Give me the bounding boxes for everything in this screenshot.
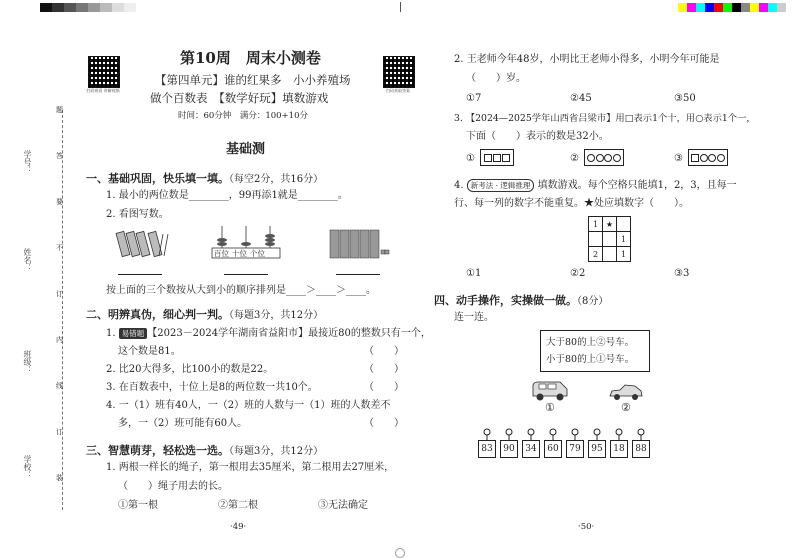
question-3-4-text: 填数游戏。每个空格只能填1，2，3，且每一	[537, 180, 737, 191]
exam-meta: 时间：60分钟 满分：100+10分	[178, 111, 308, 121]
hanger-icon	[502, 428, 516, 440]
number-grid	[588, 216, 631, 262]
question-2-2: 2. 比20大得多，比100小的数是22。	[106, 364, 274, 375]
page-number-left: ·49·	[230, 522, 247, 532]
binding-chars	[56, 105, 63, 483]
number-card: 83	[478, 440, 496, 458]
option[interactable]: ②2	[570, 268, 586, 279]
binding-label: 姓名：	[23, 248, 32, 272]
rule-line: 小于80的上①号车。	[546, 354, 635, 365]
number-card: 90	[500, 440, 518, 458]
hanger-icon	[480, 428, 494, 440]
qr-left-label: 扫码观看 讲解视频	[86, 88, 120, 93]
color-strip	[678, 3, 786, 12]
page-number-right: ·50·	[578, 522, 595, 532]
grid-cell: 1	[617, 247, 631, 262]
option[interactable]: ③	[674, 153, 683, 164]
registration-mark-icon	[395, 548, 405, 558]
section-4-heading: 四、动手操作，实操做一做。	[434, 294, 577, 307]
option[interactable]: ①1	[466, 268, 482, 279]
binding-label: 学校：	[23, 455, 32, 479]
number-card: 34	[522, 440, 540, 458]
question-3-2: 2. 王老师今年48岁，小明比王老师小得多，小明今年可能是	[454, 54, 720, 65]
hanging-number[interactable]	[610, 428, 628, 458]
section-2-note: （每题3分，共12分）	[229, 310, 324, 321]
grid-cell: ★	[603, 217, 617, 232]
binding-char: 要	[56, 198, 63, 206]
question-3-1: 1. 两根一样长的绳子，第一根用去35厘米，第二根用去27厘米，	[106, 462, 395, 473]
section-1-title	[86, 170, 323, 186]
number-card: 60	[544, 440, 562, 458]
grid-cell	[589, 232, 603, 247]
error-prone-badge: 易错题	[119, 328, 148, 339]
hanger-icon	[612, 428, 626, 440]
hanger-icon	[590, 428, 604, 440]
hanging-number[interactable]	[588, 428, 606, 458]
binding-char: 装	[56, 474, 63, 482]
abacus-label-tens: 十位	[232, 249, 247, 258]
answer-line[interactable]	[118, 274, 162, 275]
option[interactable]: ①第一根	[118, 500, 158, 511]
rule-line: 大于80的上②号车。	[546, 337, 635, 348]
option[interactable]: ③3	[674, 268, 690, 279]
qr-code-icon[interactable]	[88, 56, 120, 88]
grayscale-strip	[40, 3, 136, 12]
option[interactable]: ①	[466, 153, 475, 164]
rule-box	[540, 330, 650, 372]
binding-char: 答	[56, 152, 63, 160]
number-card: 18	[610, 440, 628, 458]
qr-right-label: 扫码获取答案	[386, 88, 410, 93]
question-2-4-cont: 多，一（2）班可能有60人。	[118, 418, 248, 429]
answer-line[interactable]	[336, 274, 380, 275]
option[interactable]: ③50	[674, 93, 696, 104]
hanging-number[interactable]	[522, 428, 540, 458]
place-value-box	[584, 149, 624, 166]
subtitle-2: 做个百数表 【数学好玩】填数游戏	[150, 91, 329, 105]
answer-paren[interactable]: （ ）	[364, 382, 404, 393]
question-1-2: 2. 看图写数。	[106, 209, 169, 220]
question-1-1: 1. 最小的两位数是________，99再添1就是________。	[106, 190, 348, 201]
binding-label: 班级：	[23, 350, 32, 374]
stick-bundles-icon	[115, 226, 175, 260]
option[interactable]: ②45	[570, 93, 592, 104]
cube-blocks-icon	[328, 228, 390, 260]
abacus-label-ones: 个位	[250, 249, 265, 258]
question-3-3: 3. 【2024—2025学年山西省吕梁市】用□表示1个十，用○表示1个一，	[454, 113, 756, 124]
hanger-icon	[546, 428, 560, 440]
grid-cell	[603, 247, 617, 262]
question-2-4: 4. 一（1）班有40人，一（2）班的人数与一（1）班的人数差不	[106, 400, 391, 411]
number-card: 88	[632, 440, 650, 458]
hanging-number[interactable]	[500, 428, 518, 458]
qr-code-icon[interactable]	[383, 56, 415, 88]
place-value-box	[688, 149, 728, 166]
car-label: ②	[621, 401, 631, 414]
car-label: ①	[545, 401, 555, 414]
section-4-title	[434, 292, 608, 308]
hanging-number[interactable]	[544, 428, 562, 458]
question-2-1-cont: 这个数是81。	[118, 346, 181, 357]
question-2-1: 1. 易错题 【2023－2024学年湖南省益阳市】最接近80的整数只有一个，	[106, 328, 431, 339]
hanging-number[interactable]	[632, 428, 650, 458]
section-3-note: （每题3分，共12分）	[229, 446, 324, 457]
hanger-icon	[634, 428, 648, 440]
option[interactable]: ③无法确定	[318, 500, 368, 511]
question-3-2-cont: （ ）岁。	[466, 73, 526, 84]
answer-paren[interactable]: （ ）	[364, 364, 404, 375]
section-3-title	[86, 442, 323, 458]
question-3-4: 4. 新考法 · 逻辑推理 填数游戏。每个空格只能填1，2，3，且每一	[454, 180, 737, 191]
question-3-1-cont: （ ）绳子用去的长。	[118, 481, 228, 492]
section-4-note: （8分）	[577, 296, 609, 307]
question-1-2-order: 按上面的三个数按从大到小的顺序排列是____＞____＞____。	[106, 285, 376, 296]
subtitle-1: 【第四单元】谁的红果多 小小养殖场	[155, 73, 351, 87]
grid-cell	[603, 232, 617, 247]
section-2-title	[86, 306, 323, 322]
binding-char: 线	[56, 382, 63, 390]
question-2-3: 3. 在百数表中，十位上是8的两位数一共10个。	[106, 382, 318, 393]
binding-char: 不	[56, 244, 63, 252]
number-card: 95	[588, 440, 606, 458]
question-3-3-cont: 下面（ ）表示的数是32小。	[466, 131, 609, 142]
option[interactable]: ②第二根	[218, 500, 258, 511]
question-2-1-text: 【2023－2024学年湖南省益阳市】最接近80的整数只有一个，	[147, 328, 431, 339]
grid-cell: 2	[589, 247, 603, 262]
section-4-instruction: 连一连。	[454, 312, 494, 323]
binding-char: 题	[56, 106, 63, 114]
section-1-heading: 一、基础巩固，快乐填一填。	[86, 172, 229, 185]
page-title: 第10周 周末小测卷	[180, 49, 321, 67]
new-method-badge: 新考法 · 逻辑推理	[467, 179, 535, 192]
center-tick-icon	[400, 2, 401, 12]
hanging-number[interactable]	[566, 428, 584, 458]
answer-paren[interactable]: （ ）	[364, 418, 404, 429]
number-card: 79	[566, 440, 584, 458]
hanger-icon	[568, 428, 582, 440]
answer-line[interactable]	[224, 274, 268, 275]
hanger-icon	[524, 428, 538, 440]
abacus-label-hundreds: 百位	[214, 249, 229, 258]
section-title: 基础测	[226, 142, 266, 157]
option[interactable]: ①7	[466, 93, 482, 104]
binding-label: 学号：	[23, 150, 32, 174]
grid-cell: 1	[617, 232, 631, 247]
question-3-4-cont: 行、每一列的数字不能重复。★处应填数字（ ）。	[454, 198, 689, 209]
binding-char: 订	[56, 428, 63, 436]
answer-paren[interactable]: （ ）	[364, 346, 404, 357]
car-icon[interactable]	[608, 382, 644, 402]
binding-char: 订	[56, 290, 63, 298]
section-2-heading: 二、明辨真伪，细心判一判。	[86, 308, 229, 321]
section-3-heading: 三、智慧萌芽，轻松选一选。	[86, 444, 229, 457]
place-value-box	[480, 149, 514, 166]
section-1-note: （每空2分，共16分）	[229, 174, 324, 185]
option[interactable]: ②	[570, 153, 579, 164]
grid-cell	[617, 217, 631, 232]
hanging-number[interactable]	[478, 428, 496, 458]
binding-char: 内	[56, 336, 63, 344]
grid-cell: 1	[589, 217, 603, 232]
hanging-numbers-row	[478, 428, 650, 458]
